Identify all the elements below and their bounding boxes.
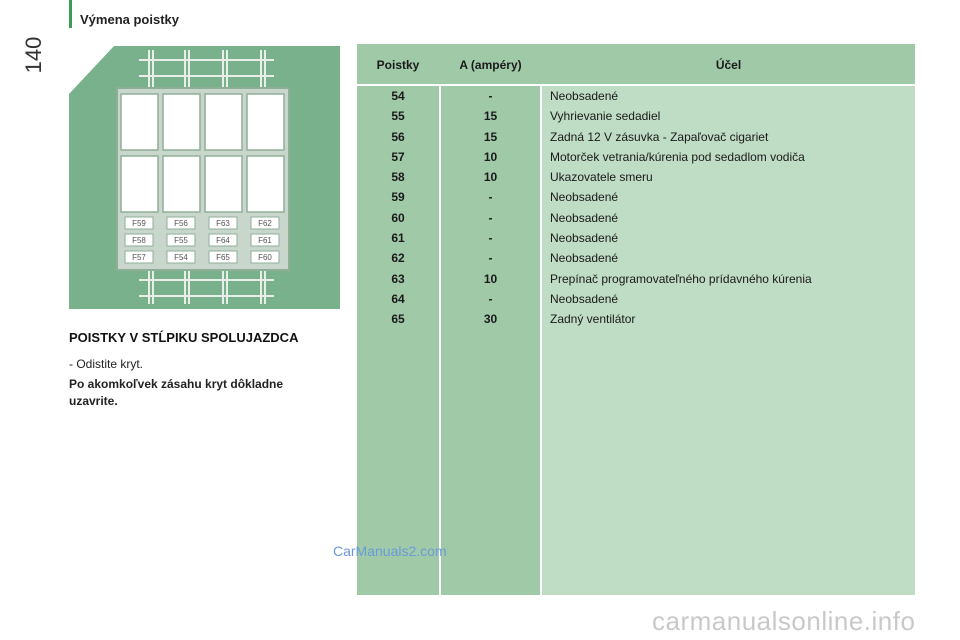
fuse-label: F59: [132, 219, 146, 228]
table-row: [357, 309, 915, 329]
fusebox-illustration: [69, 46, 340, 309]
fuse-cell: 58: [391, 170, 405, 185]
header-amp: A (ampéry): [459, 58, 522, 72]
use-cell: Neobsadené: [550, 210, 619, 225]
instruction-close-cover: Po akomkoľvek zásahu kryt dôkladne uzavrite.: [69, 377, 284, 408]
table-row: [357, 106, 915, 126]
figure-corner-cut: [69, 46, 114, 94]
fuse-cell: 61: [391, 231, 405, 246]
use-cell: Ukazovatele smeru: [550, 170, 653, 185]
fuse-cell: 57: [391, 149, 405, 164]
fuse-cell: 64: [391, 291, 405, 306]
amp-cell: -: [488, 89, 493, 103]
fuse-label: F55: [174, 236, 188, 245]
amp-cell: 15: [483, 129, 498, 144]
fuse-label: F63: [216, 219, 230, 228]
amp-cell: 30: [483, 312, 498, 327]
fuse-cell: 56: [391, 129, 405, 144]
use-cell: Motorček vetrania/kúrenia pod sedadlom vodiča: [550, 149, 805, 164]
amp-cell: -: [488, 210, 493, 225]
table-row: [357, 187, 915, 207]
table-row: [357, 86, 915, 106]
table-row: [357, 167, 915, 187]
watermark-carmanualsonline: carmanualsonline.info: [652, 606, 916, 636]
fuse-label: F61: [258, 236, 272, 245]
fuse-cell: 55: [391, 109, 405, 124]
fuse-label: F54: [174, 253, 188, 262]
fuse-cell: 59: [391, 190, 405, 205]
fuse-label: F65: [216, 253, 230, 262]
table-row: [357, 228, 915, 248]
watermark-carmanuals2: CarManuals2.com: [333, 543, 447, 559]
amp-cell: 10: [483, 170, 498, 185]
fuse-table: [357, 44, 915, 595]
table-row: [357, 248, 915, 268]
section-title: POISTKY V STĹPIKU SPOLUJAZDCA: [69, 330, 299, 345]
amp-cell: -: [488, 231, 493, 246]
use-cell: Zadný ventilátor: [550, 312, 636, 327]
fuse-label: F56: [174, 219, 188, 228]
table-body: [357, 86, 915, 330]
fuse-label: F62: [258, 219, 272, 228]
use-cell: Neobsadené: [550, 291, 619, 306]
use-cell: Neobsadené: [550, 251, 619, 266]
use-cell: Prepínač programovateľného prídavného kúrenia: [550, 271, 812, 286]
header-use: Účel: [715, 58, 742, 72]
use-cell: Neobsadené: [550, 190, 619, 205]
table-row: [357, 269, 915, 289]
amp-cell: 15: [483, 109, 498, 124]
fuse-cell: 63: [391, 271, 405, 286]
fuse-cell: 60: [391, 210, 405, 225]
table-row: [357, 127, 915, 147]
table-row: [357, 289, 915, 309]
instruction-open-cover: - Odistite kryt.: [69, 357, 144, 371]
fuse-label: F64: [216, 236, 230, 245]
page-header-title: Výmena poistky: [80, 12, 179, 27]
fuse-cell: 54: [391, 89, 405, 103]
use-cell: Neobsadené: [550, 231, 619, 246]
fuse-label: F60: [258, 253, 272, 262]
use-cell: Neobsadené: [550, 89, 619, 103]
fuse-label: F58: [132, 236, 146, 245]
table-header-row: [357, 44, 915, 84]
fuse-cell: 65: [391, 312, 405, 327]
table-row: [357, 147, 915, 167]
table-row: [357, 208, 915, 228]
fuse-label: F57: [132, 253, 146, 262]
use-cell: Vyhrievanie sedadiel: [550, 109, 661, 124]
amp-cell: -: [488, 291, 493, 306]
amp-cell: 10: [483, 149, 498, 164]
header-accent-bar: [69, 0, 72, 28]
header-fuse: Poistky: [376, 58, 420, 72]
amp-cell: 10: [483, 271, 498, 286]
amp-cell: -: [488, 251, 493, 266]
amp-cell: -: [488, 190, 493, 205]
fusebox-drawing: [69, 46, 340, 309]
fuse-cell: 62: [391, 251, 405, 266]
use-cell: Zadná 12 V zásuvka - Zapaľovač cigariet: [550, 129, 769, 144]
page-number: 140: [21, 36, 46, 74]
